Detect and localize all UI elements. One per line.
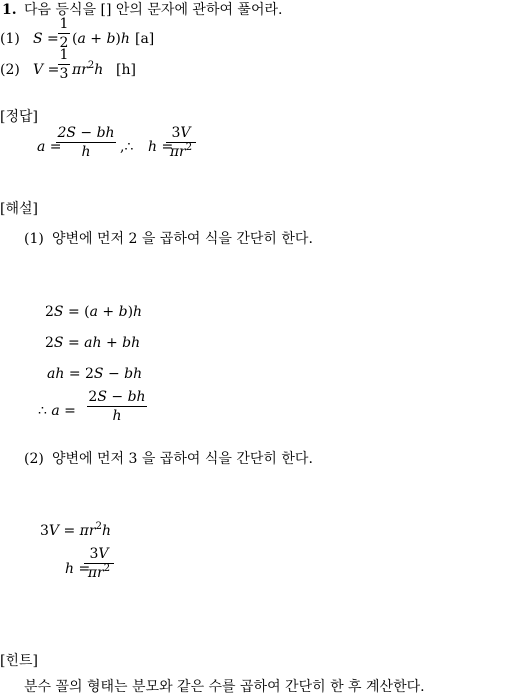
step1-eq2: 2S = ah + bh: [45, 335, 141, 351]
item2-lhs: V =: [33, 62, 60, 78]
step2-eq2-lhs: h =: [65, 561, 91, 577]
item1-half-fraction: 1 2: [59, 16, 69, 51]
answer-a-lhs: a =: [37, 139, 62, 155]
item1-target: [a]: [135, 31, 155, 47]
answer-header: [정답]: [0, 109, 38, 125]
item1-rhs: (a + b)h: [72, 31, 130, 47]
answer-h-lhs: h =: [148, 139, 174, 155]
step1-eq4-lhs: ∴ a =: [38, 403, 76, 419]
step1-label: (1): [24, 231, 44, 247]
item2-label: (2): [0, 62, 20, 78]
step1-text: 양변에 먼저 2 을 곱하여 식을 간단히 한다.: [52, 231, 313, 247]
step2-label: (2): [24, 451, 44, 467]
item1-label: (1): [0, 31, 20, 47]
step1-eq4-fraction: 2S − bh h: [88, 389, 146, 424]
answer-separator: ,∴: [120, 139, 134, 155]
step2-eq1: $3V = \pi r^2h$: [40, 521, 111, 539]
step1-eq1: 2S = (a + b)h: [45, 304, 143, 320]
answer-a-fraction: 2S − bh h: [57, 125, 115, 160]
answer-h-fraction: 3V $\pi r^2$: [166, 126, 196, 159]
item2-third-fraction: 1 3: [59, 47, 69, 82]
problem-number: 1.: [2, 2, 17, 18]
step2-eq2-fraction: 3V $\pi r^2$: [84, 547, 114, 580]
explanation-header: [해설]: [0, 201, 38, 217]
hint-header: [힌트]: [0, 653, 38, 669]
item2-rhs: $\pi r^2h$: [72, 60, 104, 78]
step2-text: 양변에 먼저 3 을 곱하여 식을 간단히 한다.: [52, 451, 313, 467]
problem-instruction: 다음 등식을 [] 안의 문자에 관하여 풀어라.: [24, 2, 283, 18]
item2-target: [h]: [116, 62, 136, 78]
step1-eq3: ah = 2S − bh: [47, 366, 143, 382]
hint-text: 분수 꼴의 형태는 분모와 같은 수를 곱하여 간단히 한 후 계산한다.: [24, 679, 425, 695]
item1-lhs: S =: [33, 31, 59, 47]
